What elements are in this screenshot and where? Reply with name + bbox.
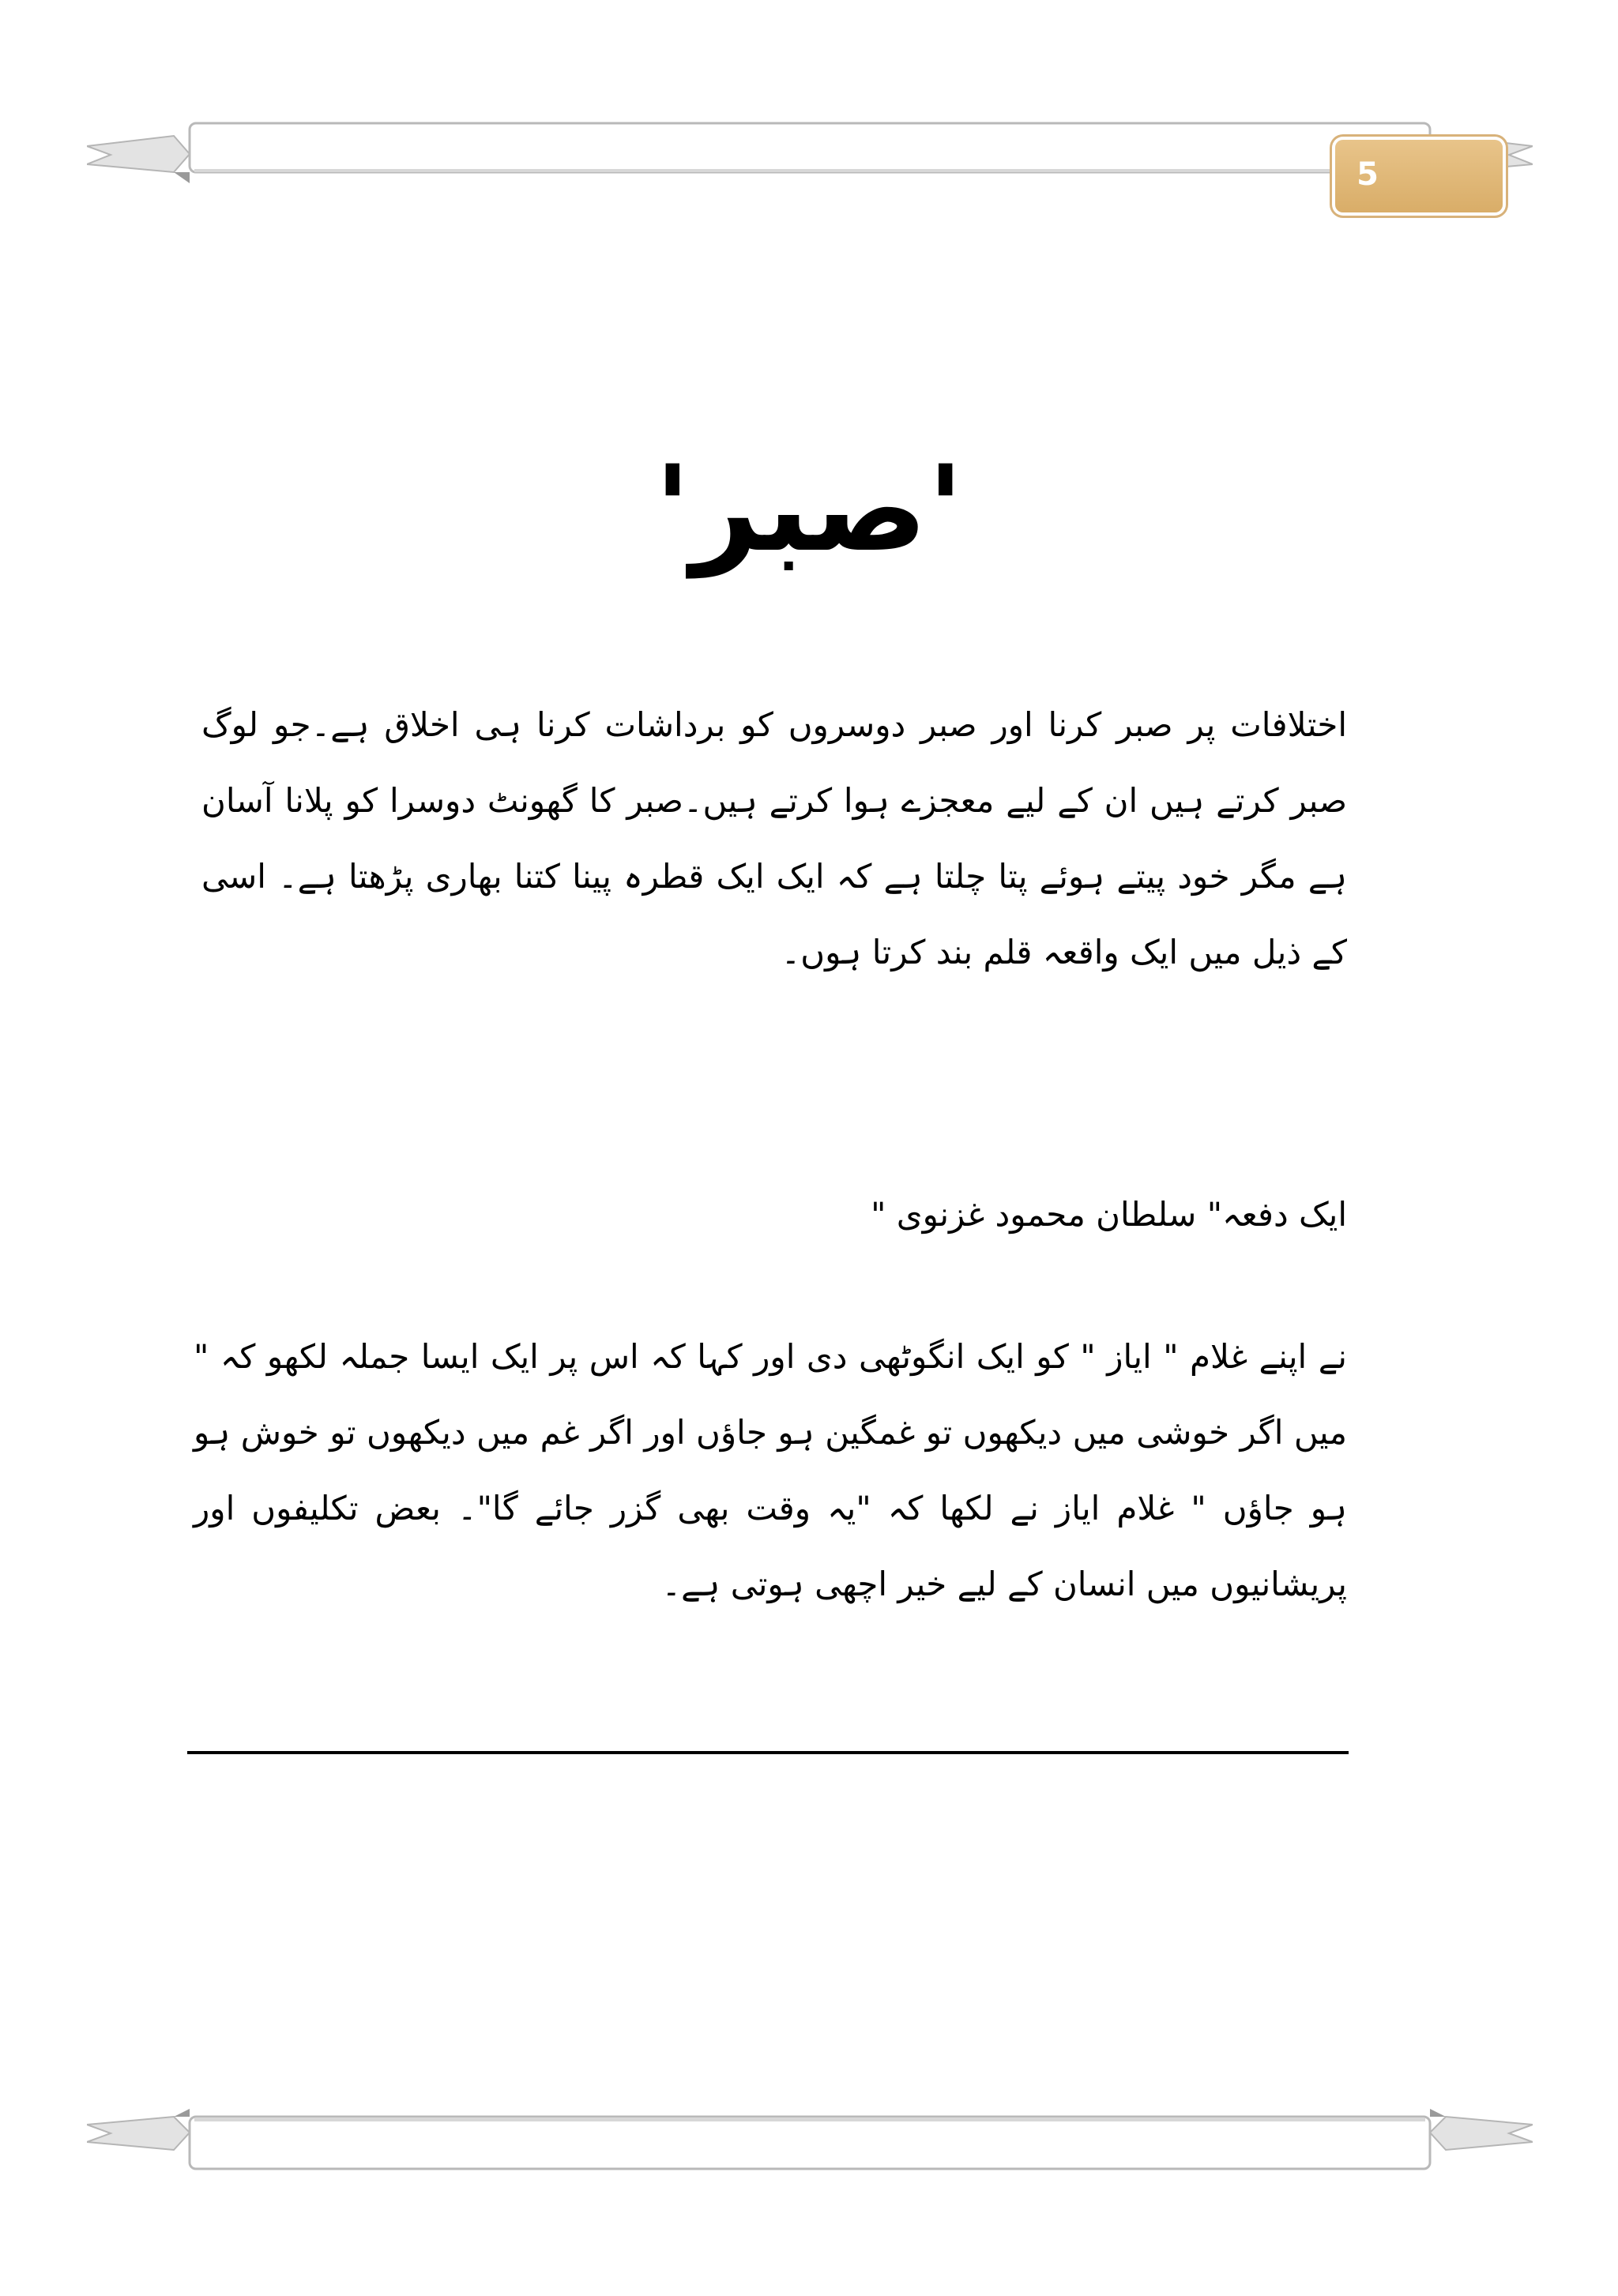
header-ribbon [87,118,1533,190]
paragraph-story: نے اپنے غلام " ایاز " کو ایک انگوٹھی دی اور کہا کہ اس پر ایک ایسا جملہ لکھو کہ " میں اگر خوشی میں دیکھوں تو غمگین ہو جاؤں اور اگر غم میں دیکھوں تو خوش ہو ہو جاؤں " غلام ایاز نے لکھا کہ "یہ وقت بھی گزر جائے گا"۔ بعض تکلیفوں اور پریشانیوں میں انسان کے لیے خیر اچھی ہوتی ہے۔ [194,1337,1347,1603]
section-divider [187,1751,1349,1754]
paragraph-story-opening: ایک دفعہ" سلطان محمود غزنوی " [871,1195,1347,1234]
footer-ribbon [87,2107,1533,2178]
page-number-badge [1335,140,1503,212]
page-number: 5 [1356,156,1379,193]
paragraph-intro: اختلافات پر صبر کرنا اور صبر دوسروں کو برداشات کرنا ہی اخلاق ہے۔جو لوگ صبر کرتے ہیں ان کے لیے معجزے ہوا کرتے ہیں۔صبر کا گھونٹ دوسرا کو پلانا آسان ہے مگر خود پیتے ہوئے پتا چلتا ہے کہ ایک ایک قطرہ پینا کتنا بھاری پڑھتا ہے۔ اسی کے ذیل میں ایک واقعہ قلم بند کرتا ہوں۔ [201,705,1347,971]
page-title: 'صبر' [654,441,964,578]
